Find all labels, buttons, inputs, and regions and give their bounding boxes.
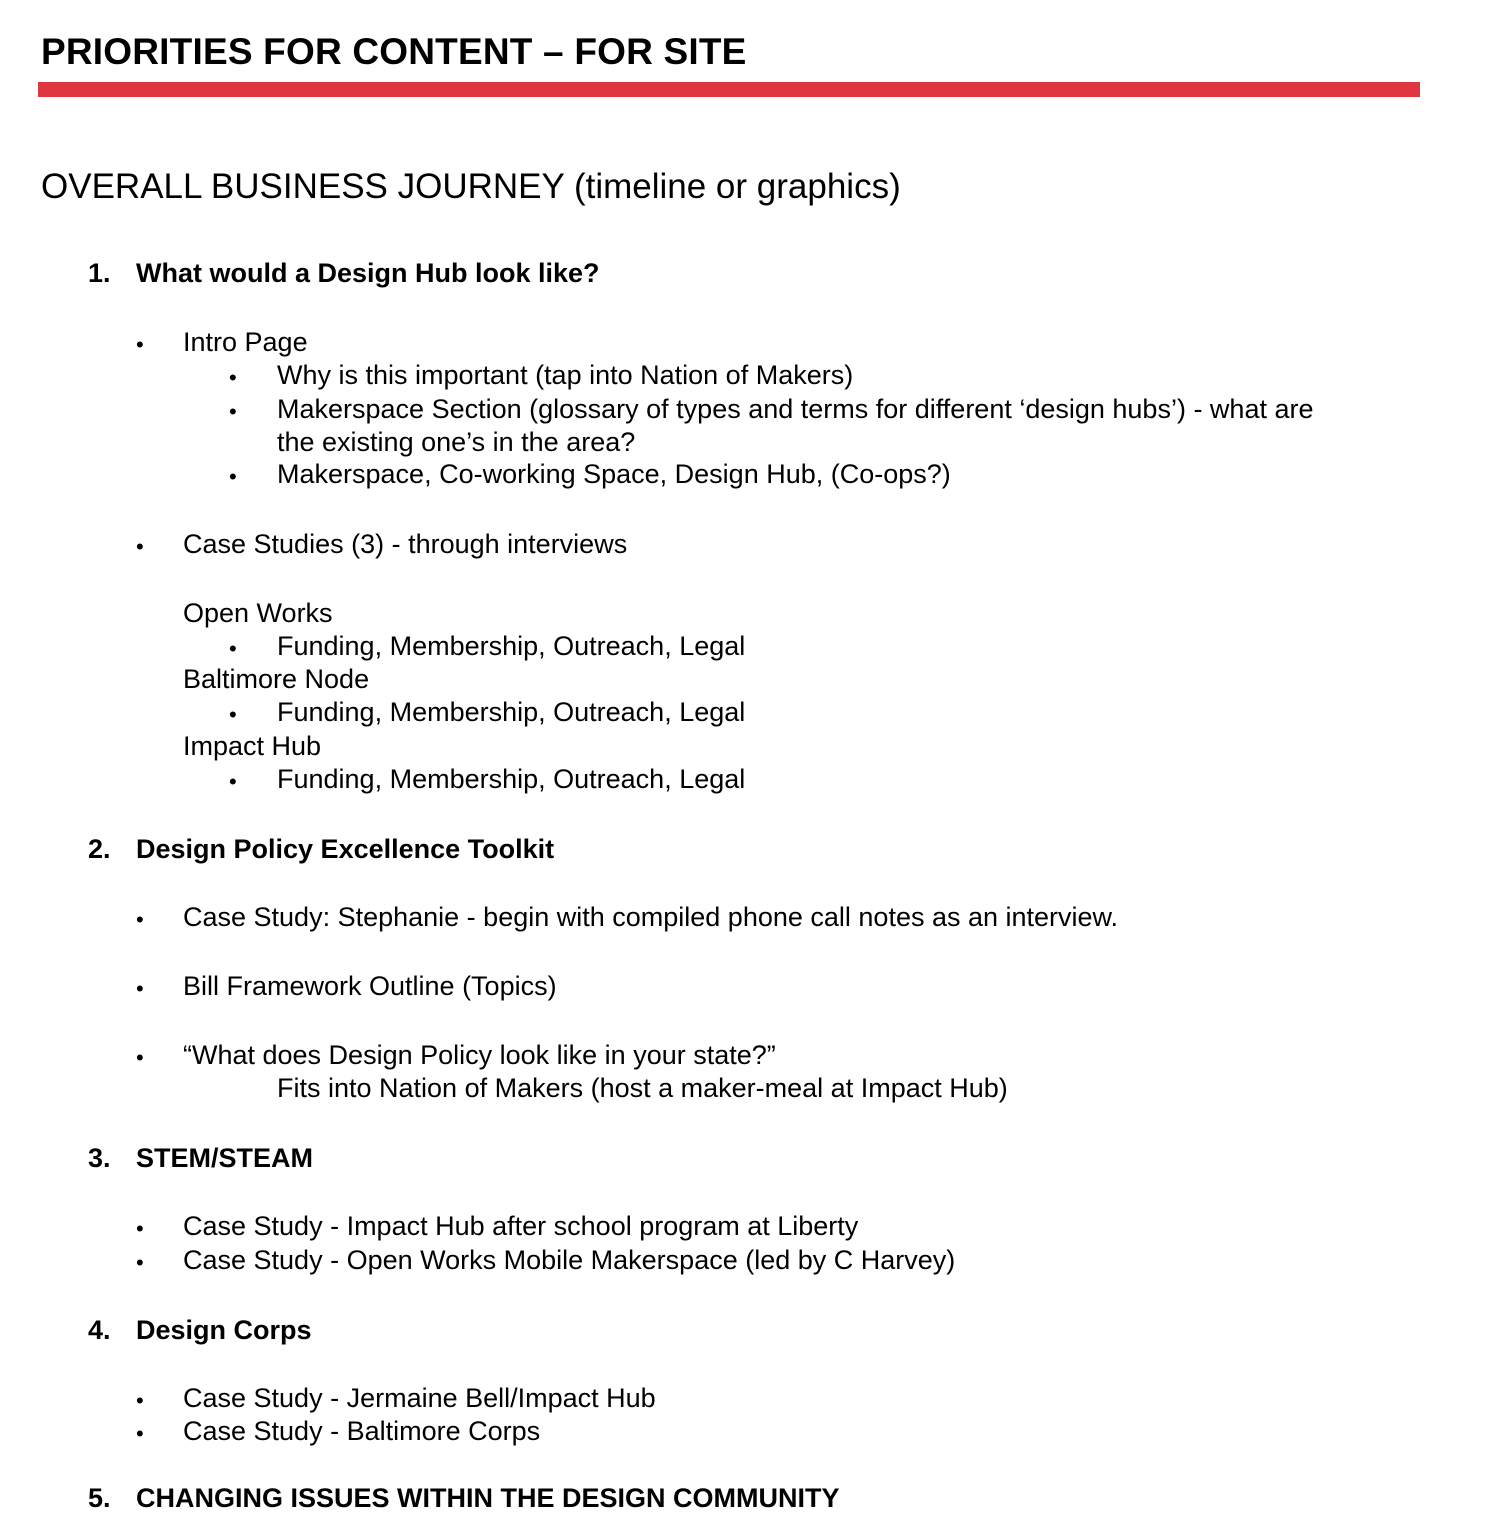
- bullet-icon: •: [229, 702, 237, 727]
- intro-page-item: Why is this important (tap into Nation of Makers): [277, 360, 854, 390]
- bullet-icon: •: [136, 1216, 144, 1241]
- list-item: Case Study: Stephanie - begin with compiled phone call notes as an interview.: [183, 902, 1119, 932]
- bullet-icon: •: [136, 976, 144, 1001]
- bullet-icon: •: [136, 1250, 144, 1275]
- intro-page-item-continuation: the existing one’s in the area?: [277, 427, 636, 457]
- section-5-heading: CHANGING ISSUES WITHIN THE DESIGN COMMUNITY: [136, 1483, 840, 1513]
- bullet-icon: •: [229, 769, 237, 794]
- document-title: PRIORITIES FOR CONTENT – FOR SITE: [41, 31, 747, 72]
- case-studies-label: Case Studies (3) - through interviews: [183, 529, 628, 559]
- section-3-number: 3.: [88, 1143, 111, 1173]
- bullet-icon: •: [136, 907, 144, 932]
- bullet-icon: •: [136, 1421, 144, 1446]
- section-5-number: 5.: [88, 1483, 111, 1513]
- section-1-number: 1.: [88, 258, 111, 288]
- section-2-heading: Design Policy Excellence Toolkit: [136, 834, 555, 864]
- case-study-group-name: Baltimore Node: [183, 664, 370, 694]
- bullet-icon: •: [229, 636, 237, 661]
- section-2-number: 2.: [88, 834, 111, 864]
- bullet-icon: •: [136, 332, 144, 357]
- case-study-group-name: Impact Hub: [183, 731, 322, 761]
- bullet-icon: •: [229, 399, 237, 424]
- section-4-heading: Design Corps: [136, 1315, 312, 1345]
- bullet-icon: •: [136, 1388, 144, 1413]
- section-1-heading: What would a Design Hub look like?: [136, 258, 600, 288]
- intro-page-item: Makerspace Section (glossary of types and terms for different ‘design hubs’) - what are: [277, 394, 1314, 424]
- bullet-icon: •: [136, 1045, 144, 1070]
- title-underline-rule: [38, 82, 1420, 97]
- intro-page-item: Makerspace, Co-working Space, Design Hub, (Co-ops?): [277, 459, 951, 489]
- case-study-group-name: Open Works: [183, 598, 333, 628]
- list-item-note: Fits into Nation of Makers (host a maker-meal at Impact Hub): [277, 1073, 1008, 1103]
- case-study-group-item: Funding, Membership, Outreach, Legal: [277, 697, 746, 727]
- list-item: “What does Design Policy look like in your state?”: [183, 1040, 776, 1070]
- list-item: Case Study - Baltimore Corps: [183, 1416, 541, 1446]
- section-3-heading: STEM/STEAM: [136, 1143, 314, 1173]
- case-study-group-item: Funding, Membership, Outreach, Legal: [277, 631, 746, 661]
- list-item: Case Study - Jermaine Bell/Impact Hub: [183, 1383, 656, 1413]
- bullet-icon: •: [229, 464, 237, 489]
- list-item: Case Study - Open Works Mobile Makerspace (led by C Harvey): [183, 1245, 956, 1275]
- bullet-icon: •: [136, 534, 144, 559]
- bullet-icon: •: [229, 365, 237, 390]
- section-4-number: 4.: [88, 1315, 111, 1345]
- list-item: Bill Framework Outline (Topics): [183, 971, 557, 1001]
- case-study-group-item: Funding, Membership, Outreach, Legal: [277, 764, 746, 794]
- list-item: Case Study - Impact Hub after school program at Liberty: [183, 1211, 859, 1241]
- section-heading: OVERALL BUSINESS JOURNEY (timeline or graphics): [41, 167, 901, 206]
- intro-page-label: Intro Page: [183, 327, 308, 357]
